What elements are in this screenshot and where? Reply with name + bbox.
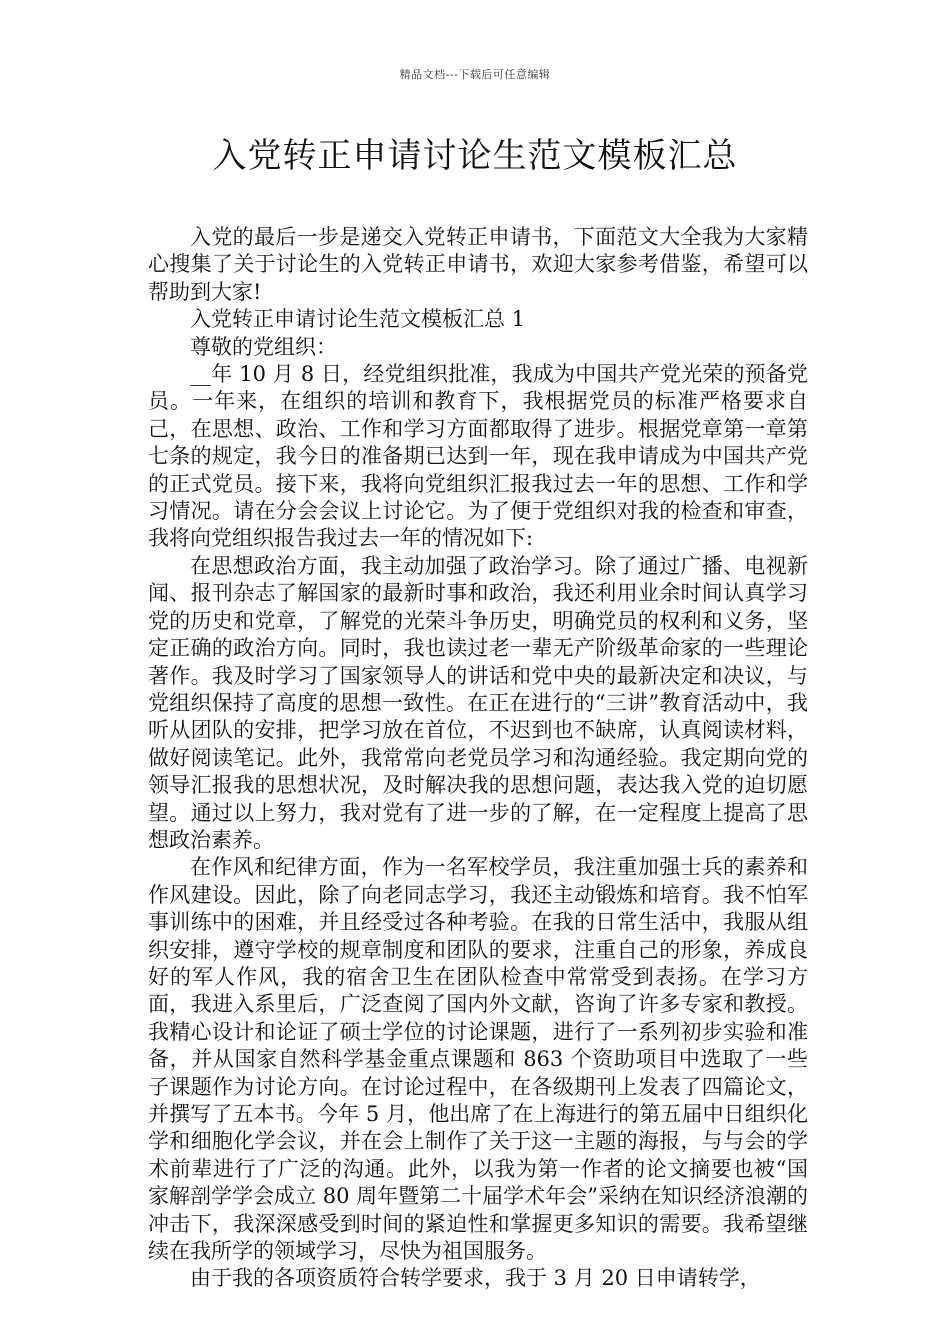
- body-paragraph: 由于我的各项资质符合转学要求，我于 3 月 20 日申请转学，: [190, 1266, 761, 1291]
- body-paragraph: 在作风和纪律方面，作为一名军校学员，我注重加强士兵的素养和作风建设。因此，除了向老同志学习，我还主动锻炼和培育。我不怕军事训练中的困难，并且经受过各种考验。在我的日常生活中，我服从组织安排，遵守学校的规章制度和团队的要求，注重自己的形象，养成良好的军人作风，我的宿舍卫生在团队检查中常常受到表扬。在学习方面，我进入系里后，广泛查阅了国内外文献，咨询了许多专家和教授。我精心设计和论证了硕士学位的讨论课题，进行了一系列初步实验和准备，并从国家自然科学基金重点课题和 863 个资助项目中选取了一些子课题作为讨论方向。在讨论过程中，在各级期刊上发表了四篇论文，并撰写了五本书。今年 5 月，他出席了在上海进行的第五届中日组织化学和细胞化学会议，并在会上制作了关于这一主题的海报，与与会的学术前辈进行了广泛的沟通。此外，以我为第一作者的论文摘要也被“国家解剖学学会成立 80 周年暨第二十届学术年会”采纳在知识经济浪潮的冲击下，我深深感受到时间的紧迫性和掌握更多知识的需要。我希望继续在我所学的领域学习，尽快为祖国服务。: [148, 855, 808, 1264]
- salutation: 尊敬的党组织：: [190, 334, 337, 359]
- body-paragraph: __年 10 月 8 日，经党组织批准，我成为中国共产党光荣的预备党员。一年来，在组织的培训和教育下，我根据党员的标准严格要求自己，在思想、政治、工作和学习方面都取得了进步。根据党章第一章第七条的规定，我今日的准备期已达到一年，现在我申请成为中国共产党的正式党员。接下来，我将向党组织汇报我过去一年的思想、工作和学习情况。请在分会会议上讨论它。为了便于党组织对我的检查和审查，我将向党组织报告我过去一年的情况如下:: [148, 362, 808, 551]
- section-heading: 入党转正申请讨论生范文模板汇总 1: [190, 307, 526, 332]
- document-body: [148, 224, 808, 1293]
- document-title: 入党转正申请讨论生范文模板汇总: [212, 136, 738, 176]
- intro-paragraph: 入党的最后一步是递交入党转正申请书，下面范文大全我为大家精心搜集了关于讨论生的入党转正申请书，欢迎大家参考借鉴，希望可以帮助到大家!: [148, 225, 808, 304]
- body-paragraph: 在思想政治方面，我主动加强了政治学习。除了通过广播、电视新闻、报刊杂志了解国家的最新时事和政治，我还利用业余时间认真学习党的历史和党章，了解党的光荣斗争历史，明确党员的权利和义务，坚定正确的政治方向。同时，我也读过老一辈无产阶级革命家的一些理论著作。我及时学习了国家领导人的讲话和党中央的最新决定和决议，与党组织保持了高度的思想一致性。在正在进行的“三讲”教育活动中，我听从团队的安排，把学习放在首位，不迟到也不缺席，认真阅读材料，做好阅读笔记。此外，我常常向老党员学习和沟通经验。我定期向党的领导汇报我的思想状况，及时解决我的思想问题，表达我入党的迫切愿望。通过以上努力，我对党有了进一步的了解，在一定程度上提高了思想政治素养。: [148, 553, 808, 852]
- page-header-watermark: 精品文档---下载后可任意编辑: [399, 68, 551, 81]
